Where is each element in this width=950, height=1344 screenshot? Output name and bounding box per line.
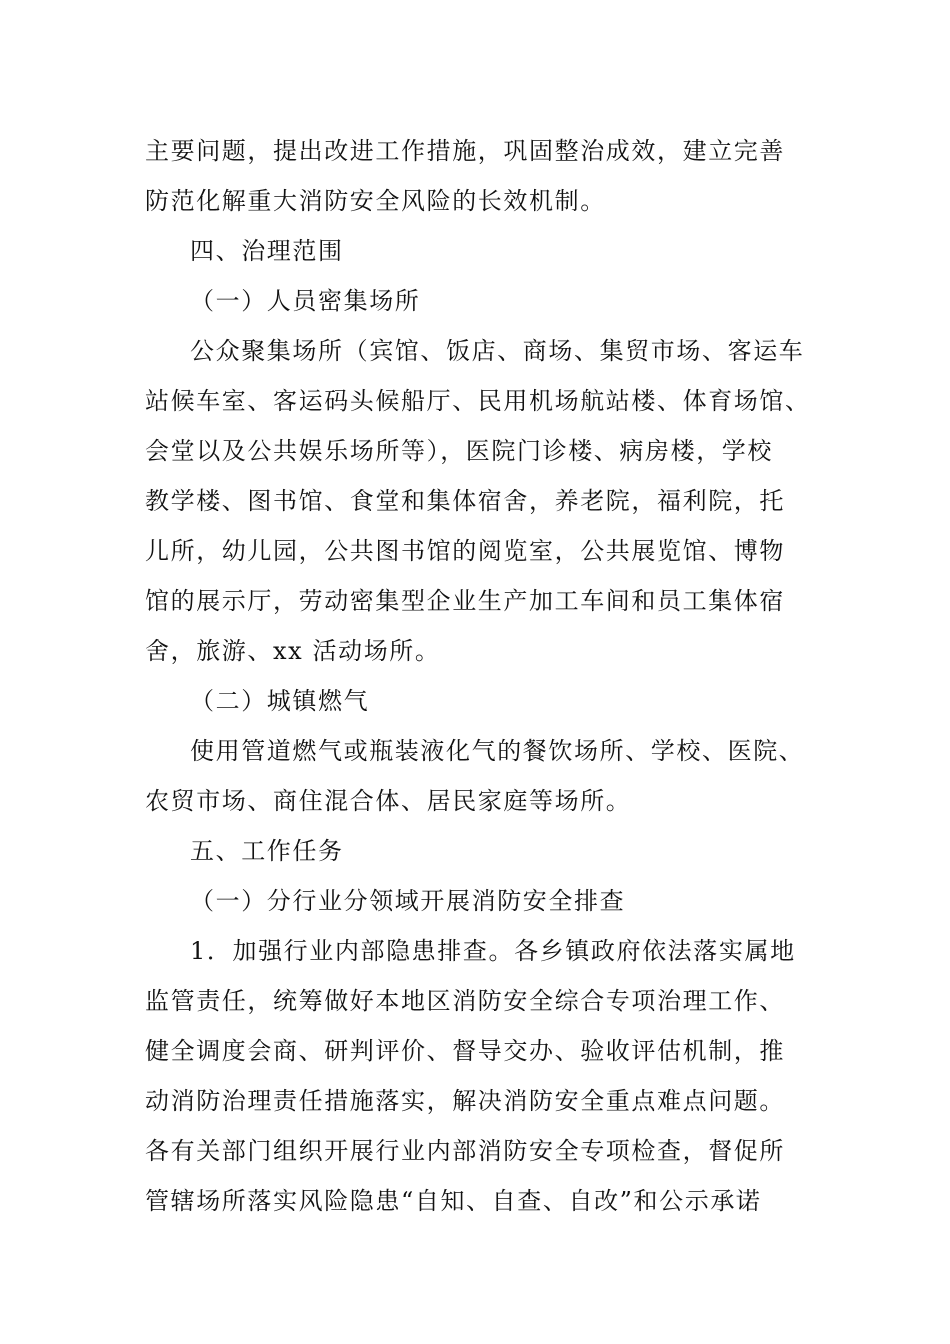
text-line: 各有关部门组织开展行业内部消防安全专项检查，督促所 [145, 1137, 785, 1165]
text-line: 监管责任，统筹做好本地区消防安全综合专项治理工作、 [145, 987, 785, 1015]
text-line: 主要问题，提出改进工作措施，巩固整治成效，建立完善 [145, 137, 785, 165]
text-line: 舍，旅游、xx 活动场所。 [145, 637, 441, 665]
text-line: 管辖场所落实风险隐患“自知、自查、自改”和公示承诺 [145, 1187, 762, 1215]
text-line: 会堂以及公共娱乐场所等），医院门诊楼、病房楼，学校 [145, 437, 773, 465]
section-heading: 五、工作任务 [190, 837, 344, 865]
subsection-heading: （二）城镇燃气 [190, 687, 370, 715]
text-line: 防范化解重大消防安全风险的长效机制。 [145, 187, 606, 215]
text-line: 馆的展示厅，劳动密集型企业生产加工车间和员工集体宿 [145, 587, 785, 615]
text-line: 1．加强行业内部隐患排查。各乡镇政府依法落实属地 [190, 937, 796, 965]
text-line: 站候车室、客运码头候船厅、民用机场航站楼、体育场馆、 [145, 387, 811, 415]
text-line: 农贸市场、商住混合体、居民家庭等场所。 [145, 787, 632, 815]
text-line: 健全调度会商、研判评价、督导交办、验收评估机制，推 [145, 1037, 785, 1065]
text-line: 公众聚集场所（宾馆、饭店、商场、集贸市场、客运车 [190, 337, 805, 365]
text-line: 儿所，幼儿园，公共图书馆的阅览室，公共展览馆、博物 [145, 537, 785, 565]
section-heading: 四、治理范围 [190, 237, 344, 265]
text-line: 动消防治理责任措施落实，解决消防安全重点难点问题。 [145, 1087, 785, 1115]
subsection-heading: （一）分行业分领域开展消防安全排查 [190, 887, 626, 915]
subsection-heading: （一）人员密集场所 [190, 287, 421, 315]
text-line: 使用管道燃气或瓶装液化气的餐饮场所、学校、医院、 [190, 737, 805, 765]
text-line: 教学楼、图书馆、食堂和集体宿舍，养老院，福利院，托 [145, 487, 785, 515]
